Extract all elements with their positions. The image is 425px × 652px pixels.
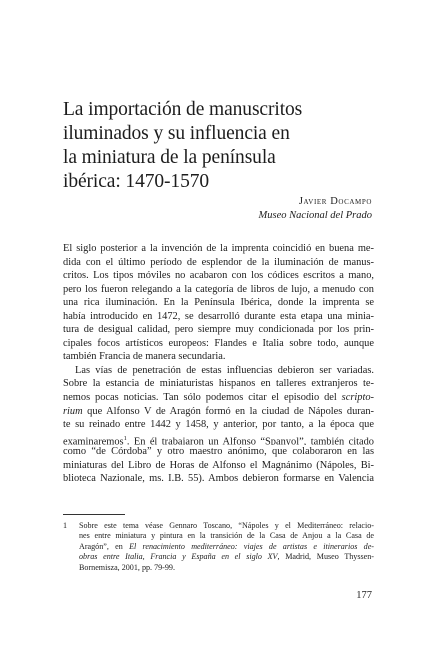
body-line: miniaturas del Libro de Horas de Alfonso el Magnánimo (Nápoles, Bi- xyxy=(63,459,374,471)
body-line-text: examinaremos xyxy=(63,436,124,446)
body-line: pero los fueron relegando a la categoría de libros de lujo, a menudo con xyxy=(63,283,374,295)
author-name: Javier Docampo xyxy=(298,196,372,207)
footnote-number: 1 xyxy=(63,521,68,530)
title-line: iluminados y su influencia en xyxy=(63,123,290,144)
footnote-divider xyxy=(63,514,125,515)
body-line: cipales focos artísticos europeos: Flandes e Italia sobre todo, aunque xyxy=(63,337,374,349)
footnote-line: Bornemisza, 2001, pp. 79-99. xyxy=(79,562,175,572)
body-line: te su reinado entre 1442 y 1458, y anterior, por tanto, a la época que xyxy=(63,419,374,431)
body-line xyxy=(63,432,374,446)
body-line: Las vías de penetración de estas influencias debieron ser variadas. xyxy=(75,364,374,376)
footnote xyxy=(63,521,374,573)
italic-term: scripto- xyxy=(341,392,374,404)
footnote-marker: 1 xyxy=(123,434,127,442)
body-line: también Francia de manera secundaria. xyxy=(63,351,226,363)
article-title xyxy=(63,98,363,194)
footnote-line-text: , Madrid, Museo Thyssen- xyxy=(277,552,374,562)
body-text xyxy=(63,242,374,486)
body-line: dida con el último período de esplendor de la iluminación de manus- xyxy=(63,256,374,268)
title-line: la miniatura de la península xyxy=(63,147,276,168)
italic-title: El renacimiento mediterráneo: viajes de artistas e itinerarios de- xyxy=(129,541,374,551)
author-affiliation: Museo Nacional del Prado xyxy=(258,210,372,221)
page-number: 177 xyxy=(356,590,372,601)
footnote-line: Sobre este tema véase Gennaro Toscano, “Nápoles y el Mediterráneo: relacio- xyxy=(79,521,374,530)
footnote-line: nes entre miniatura y pintura en la transición de la Casa de Anjou a la Casa de xyxy=(79,531,374,541)
body-line-text: . En él trabajaron un Alfonso “Spanyol”, también citado xyxy=(126,436,374,446)
italic-title: obras entre Italia, Francia y España en el siglo XV xyxy=(79,552,278,562)
body-line-text: nemos pocas noticias. Tan sólo podemos citar el episodio del xyxy=(63,392,342,404)
footnote-text xyxy=(79,521,374,573)
body-line xyxy=(63,391,374,405)
footnote-line xyxy=(79,552,374,562)
body-line xyxy=(63,405,374,419)
body-line: una rica iluminación. En la Península Ibérica, donde la imprenta se xyxy=(63,297,374,309)
title-line: La importación de manuscritos xyxy=(63,99,303,120)
body-line: El siglo posterior a la invención de la imprenta coincidió en buena me- xyxy=(63,243,374,254)
footnote-line-text: Aragón”, en xyxy=(79,541,130,551)
body-line: critos. Los tipos móviles no acabaron con los códices escritos a mano, xyxy=(63,270,374,282)
body-line: Sobre la estancia de miniaturistas hispanos en talleres extranjeros te- xyxy=(63,378,374,390)
title-line: ibérica: 1470-1570 xyxy=(63,171,210,192)
body-line: había introducido en 1472, se desarrolló durante esta etapa una minia- xyxy=(63,310,374,322)
body-line: blioteca Nazionale, ms. I.B. 55). Ambos debieron formarse en Valencia xyxy=(63,473,374,485)
body-line-text: que Alfonso V de Aragón formó en la ciudad de Nápoles duran- xyxy=(82,405,374,417)
body-line: como “de Córdoba” y otro maestro anónimo, que colaboraron en las xyxy=(63,446,374,458)
footnote-line xyxy=(79,542,374,552)
italic-term: rium xyxy=(63,405,83,417)
body-line: tura de desigual calidad, pero siempre muy condicionada por los prin- xyxy=(63,324,374,336)
